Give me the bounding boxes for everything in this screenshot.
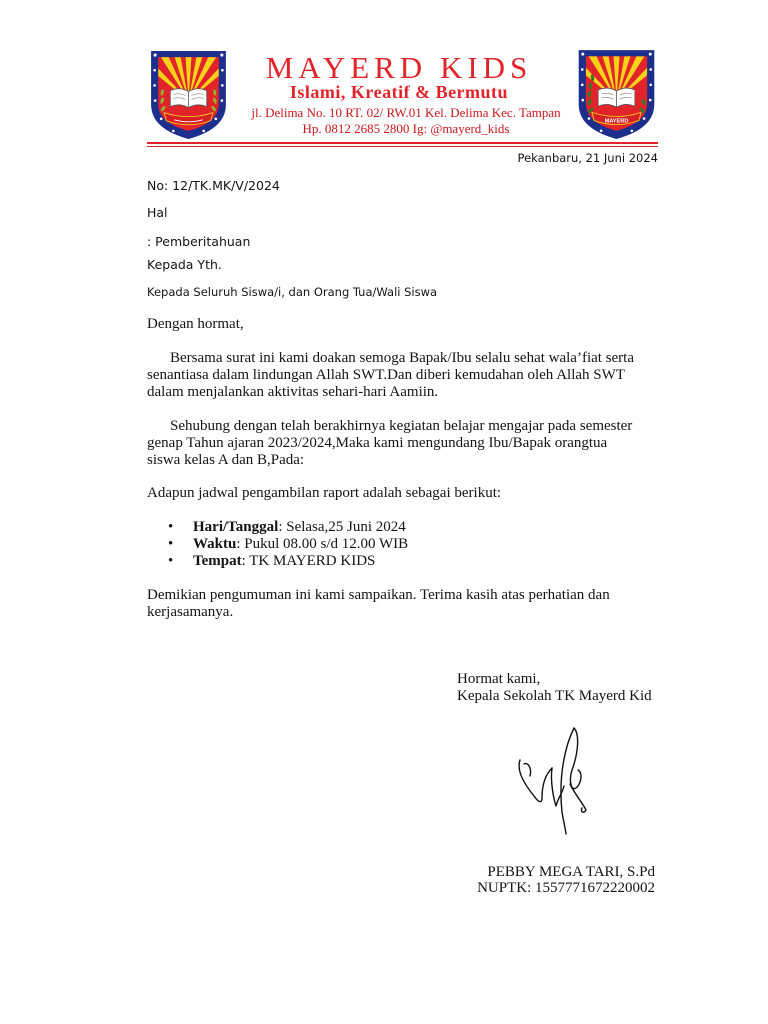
schedule-item-value: : Pukul 08.00 s/d 12.00 WIB bbox=[236, 536, 409, 552]
paragraph-line: Sehubung dengan telah berakhirnya kegiatan belajar mengajar pada semester bbox=[170, 418, 633, 434]
addressee: Kepada Seluruh Siswa/i, dan Orang Tua/Wali Siswa bbox=[147, 285, 438, 299]
schedule-item-value: : TK MAYERD KIDS bbox=[241, 553, 376, 569]
school-contact: Hp. 0812 2685 2800 Ig: @mayerd_kids bbox=[302, 121, 510, 136]
school-address: jl. Delima No. 10 RT. 02/ RW.01 Kel. Delima Kec. Tampan bbox=[251, 105, 561, 120]
paragraph-line: dalam menjalankan aktivitas sehari-hari Aamiin. bbox=[147, 384, 439, 400]
open-book-icon bbox=[598, 88, 635, 107]
addressee-label: Kepada Yth. bbox=[147, 257, 222, 272]
signer-title: Kepala Sekolah TK Mayerd Kid bbox=[457, 688, 652, 704]
subject: : Pemberitahuan bbox=[147, 234, 251, 249]
greeting: Dengan hormat, bbox=[147, 316, 244, 332]
paragraph-line: kerjasamanya. bbox=[147, 604, 234, 620]
signer-id: NUPTK: 1557771672220002 bbox=[477, 880, 655, 896]
subject-label: Hal bbox=[147, 205, 168, 220]
sign-off: Hormat kami, bbox=[457, 671, 541, 687]
schedule-item-text bbox=[193, 553, 375, 570]
signer-block bbox=[477, 864, 655, 896]
paragraph-line: Demikian pengumuman ini kami sampaikan. Terima kasih atas perhatian dan bbox=[147, 587, 610, 603]
sign-off-block bbox=[457, 671, 652, 705]
place-date: Pekanbaru, 21 Juni 2024 bbox=[517, 151, 658, 165]
handwritten-signature bbox=[512, 724, 590, 836]
schedule-item-label: Hari/Tanggal bbox=[193, 519, 279, 535]
open-book-icon bbox=[170, 89, 206, 108]
letterhead-divider-thick bbox=[147, 142, 658, 144]
bullet: • bbox=[168, 519, 174, 535]
paragraph-line: siswa kelas A dan B,Pada: bbox=[147, 452, 305, 468]
bullet: • bbox=[168, 536, 174, 552]
paragraph-closing bbox=[147, 587, 658, 621]
schedule-item-text bbox=[193, 519, 406, 536]
schedule-item-text bbox=[193, 536, 408, 553]
bullet: • bbox=[168, 553, 174, 569]
school-name-title: MAYERD KIDS bbox=[265, 50, 533, 85]
letter-number: No: 12/TK.MK/V/2024 bbox=[147, 178, 280, 193]
paragraph-line: senantiasa dalam lindungan Allah SWT.Dan diberi kemudahan oleh Allah SWT bbox=[147, 367, 625, 383]
schedule-intro: Adapun jadwal pengambilan raport adalah sebagai berikut: bbox=[147, 485, 502, 501]
logo-banner-text: MAYERD bbox=[604, 118, 629, 125]
paragraph-opening bbox=[147, 350, 658, 401]
school-logo-left bbox=[148, 48, 229, 141]
schedule-item-value: : Selasa,25 Juni 2024 bbox=[278, 519, 406, 535]
letterhead-divider-thin bbox=[147, 146, 658, 147]
schedule-item-label: Tempat bbox=[193, 553, 242, 569]
school-logo-right bbox=[575, 47, 658, 141]
paragraph-invitation bbox=[147, 418, 658, 469]
signer-name: PEBBY MEGA TARI, S.Pd bbox=[487, 864, 655, 880]
school-tagline: Islami, Kreatif & Bermutu bbox=[289, 82, 509, 102]
paragraph-line: Bersama surat ini kami doakan semoga Bapak/Ibu selalu sehat wala’fiat serta bbox=[170, 350, 635, 366]
paragraph-line: genap Tahun ajaran 2023/2024,Maka kami mengundang Ibu/Bapak orangtua bbox=[147, 435, 608, 451]
schedule-item-label: Waktu bbox=[193, 536, 237, 552]
